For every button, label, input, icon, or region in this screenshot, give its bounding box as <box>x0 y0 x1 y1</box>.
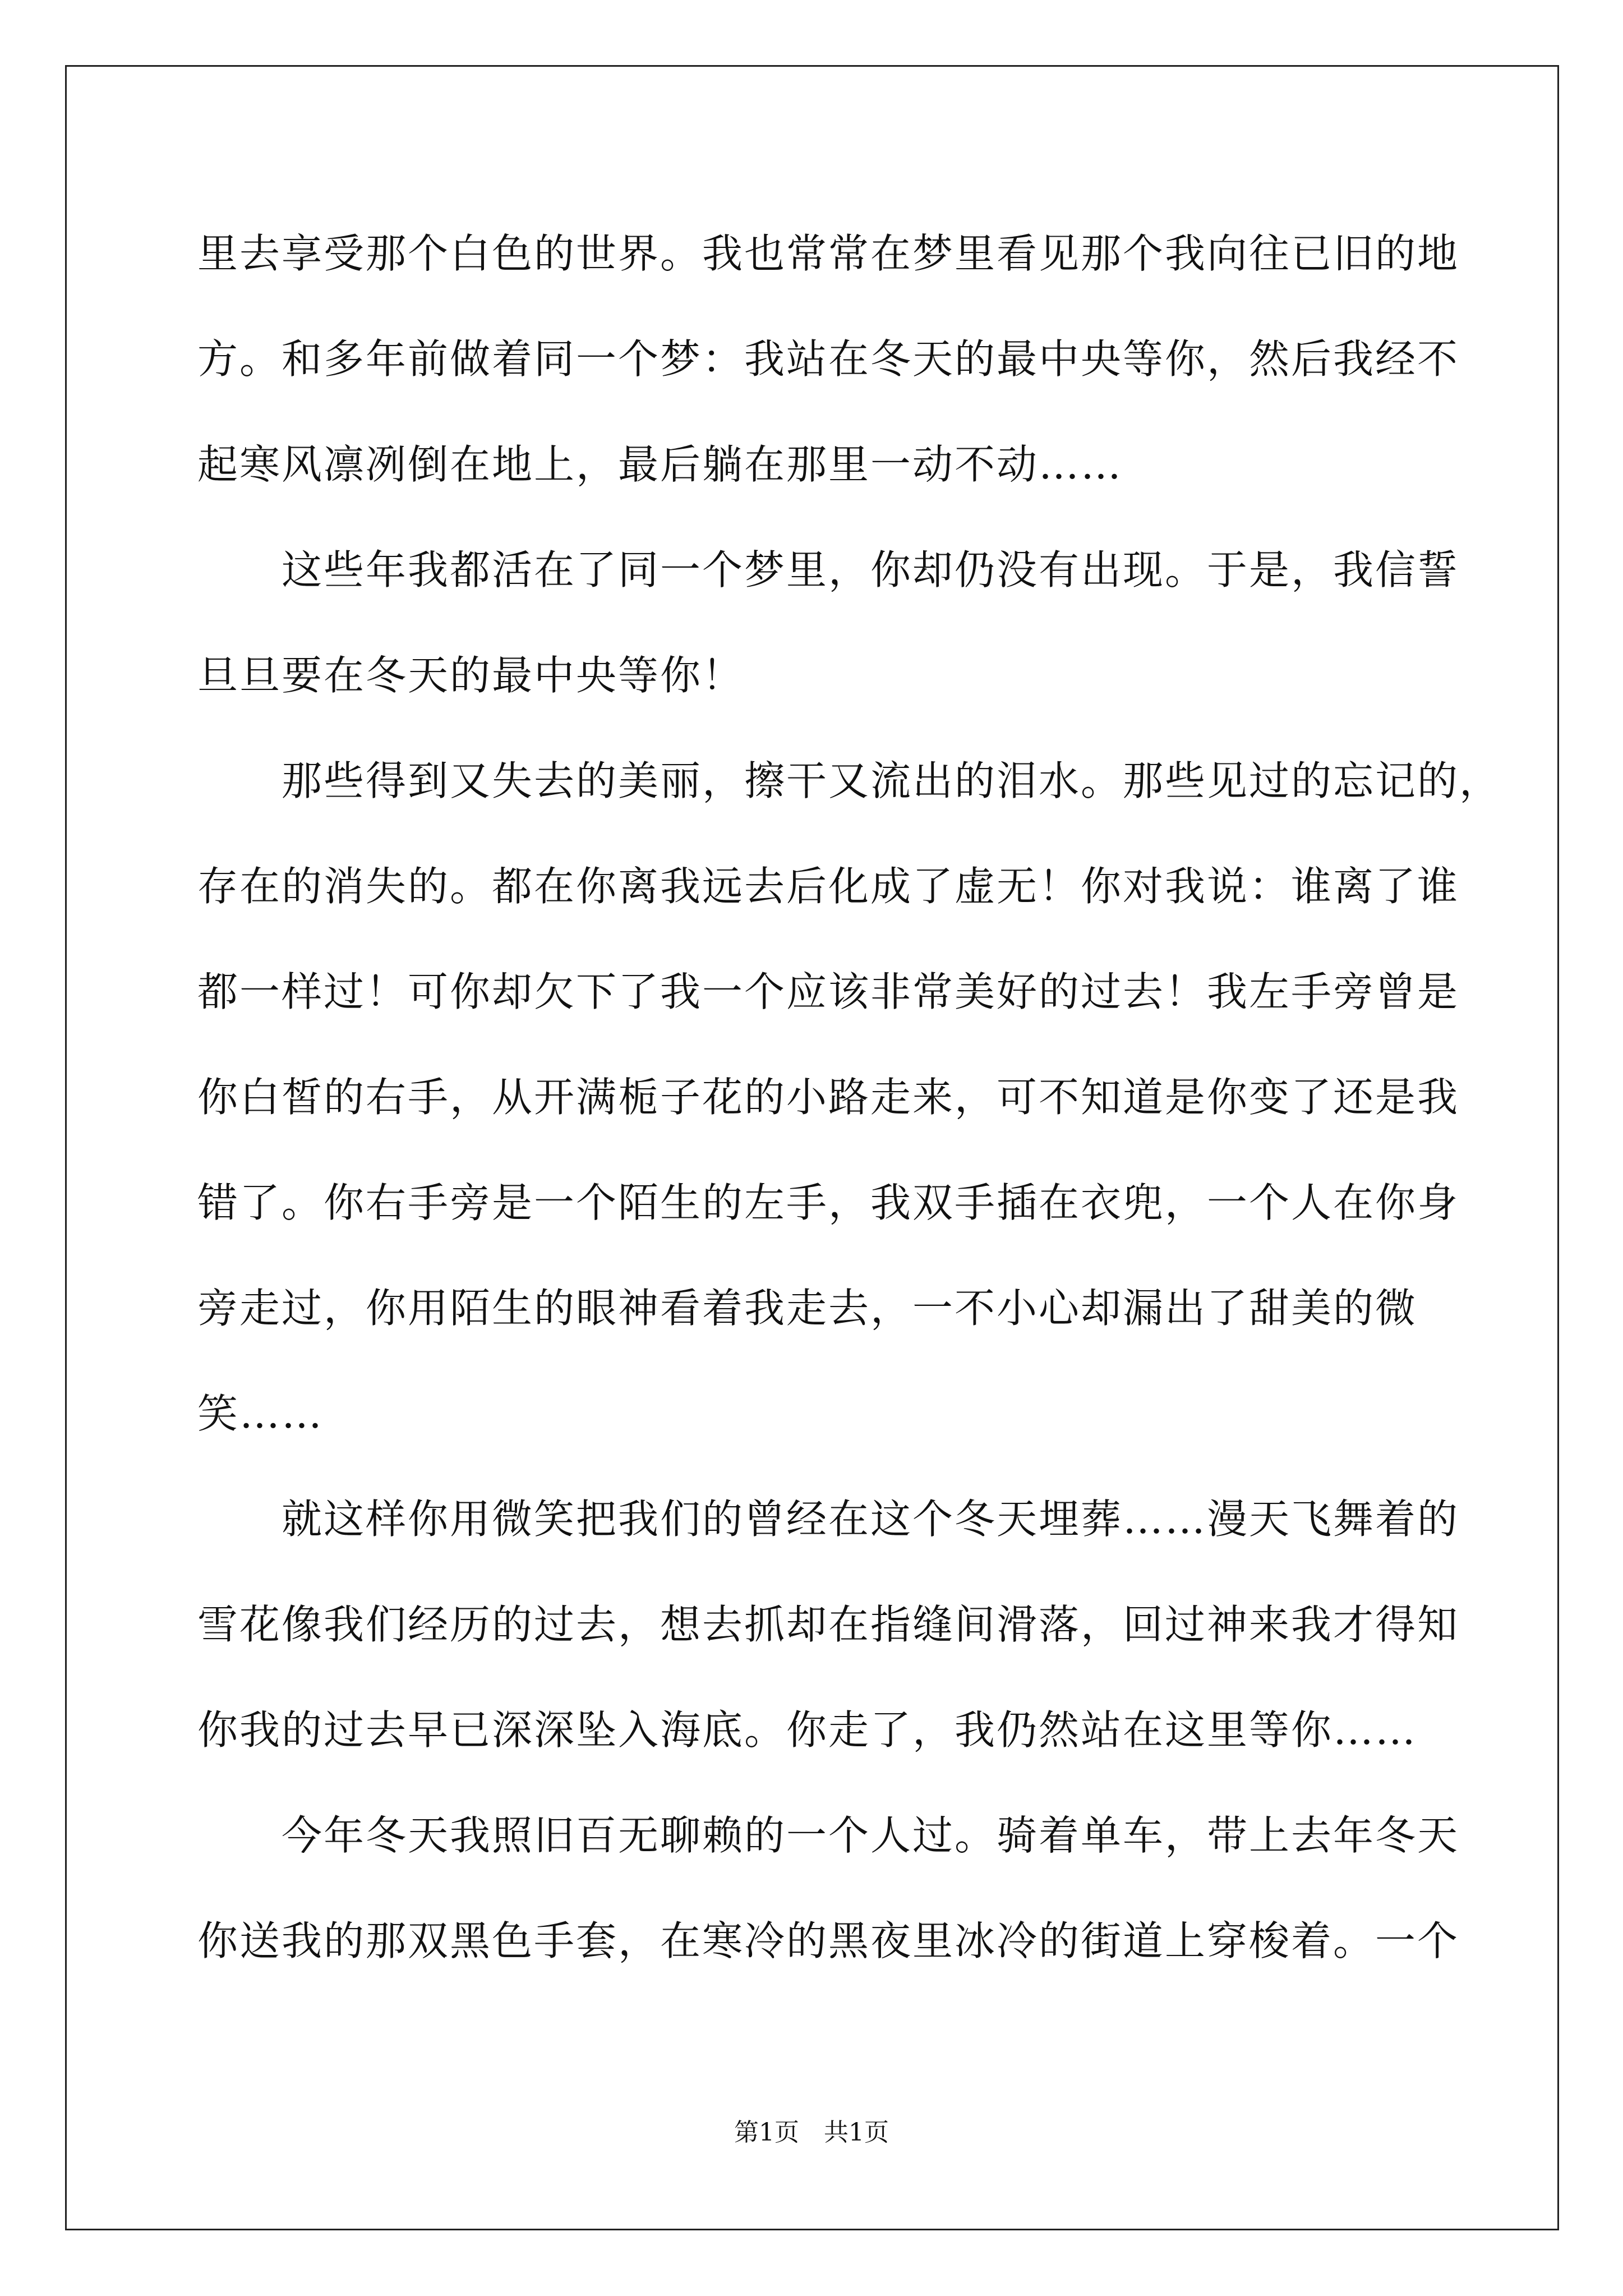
text-line: 你送我的那双黑色手套，在寒冷的黑夜里冰冷的街道上穿梭着。一个 <box>197 1917 1460 1964</box>
text-line: 里去享受那个白色的世界。我也常常在梦里看见那个我向往已旧的地 <box>197 230 1460 277</box>
text-line: 起寒风凛冽倒在地上，最后躺在那里一动不动…… <box>197 441 1123 488</box>
text-line: 存在的消失的。都在你离我远去后化成了虚无！你对我说：谁离了谁 <box>197 863 1460 910</box>
text-line: 今年冬天我照旧百无聊赖的一个人过。骑着单车，带上去年冬天 <box>197 1812 1460 1859</box>
text-line: 旦旦要在冬天的最中央等你！ <box>197 652 745 699</box>
text-line: 这些年我都活在了同一个梦里，你却仍没有出现。于是，我信誓 <box>197 546 1460 593</box>
body-text <box>197 201 1502 1994</box>
text-line: 雪花像我们经历的过去，想去抓却在指缝间滑落，回过神来我才得知 <box>197 1601 1460 1648</box>
text-line: 那些得到又失去的美丽，擦干又流出的泪水。那些见过的忘记的， <box>197 757 1502 804</box>
text-line: 笑…… <box>197 1390 324 1437</box>
text-line: 旁走过，你用陌生的眼神看着我走去，一不小心却漏出了甜美的微 <box>197 1285 1418 1332</box>
text-line: 就这样你用微笑把我们的曾经在这个冬天埋葬……漫天飞舞着的 <box>197 1496 1460 1543</box>
text-line: 错了。你右手旁是一个陌生的左手，我双手插在衣兜，一个人在你身 <box>197 1179 1460 1226</box>
text-line: 你白皙的右手，从开满栀子花的小路走来，可不知道是你变了还是我 <box>197 1074 1460 1121</box>
page-number-footer: 第1页 共1页 <box>734 2118 889 2147</box>
text-line: 你我的过去早已深深坠入海底。你走了，我仍然站在这里等你…… <box>197 1706 1418 1754</box>
text-line: 方。和多年前做着同一个梦：我站在冬天的最中央等你，然后我经不 <box>197 335 1460 383</box>
text-line: 都一样过！可你却欠下了我一个应该非常美好的过去！我左手旁曾是 <box>197 968 1460 1015</box>
